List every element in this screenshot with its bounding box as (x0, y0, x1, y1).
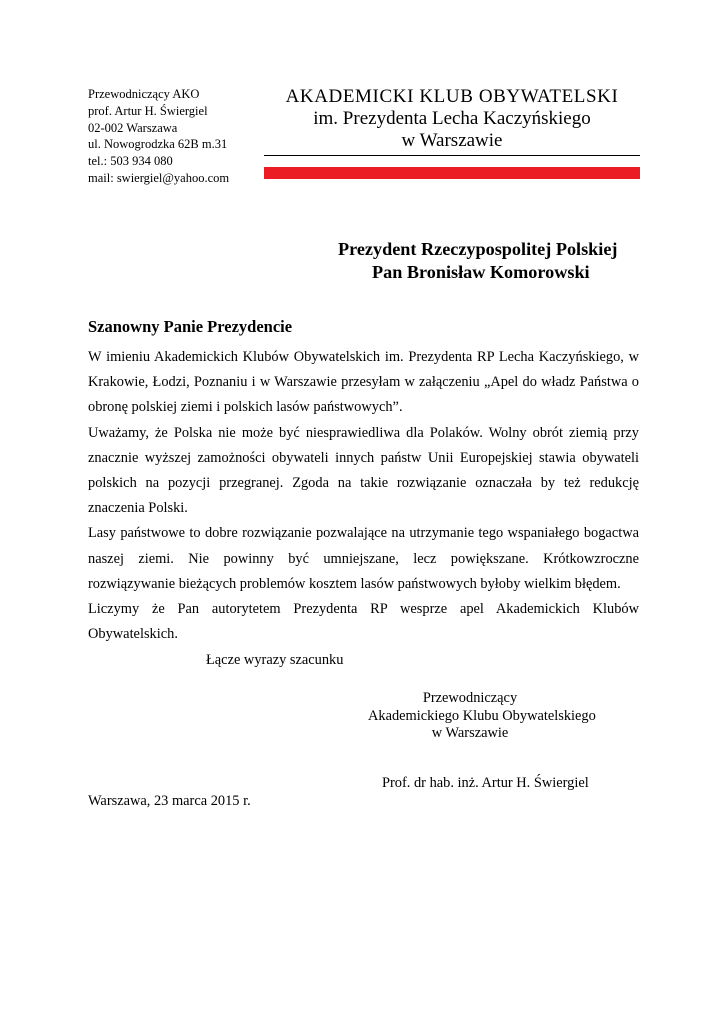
signature-block (368, 690, 596, 743)
sender-street: ul. Nowogrodzka 62B m.31 (88, 137, 228, 152)
signature-city: w Warszawie (431, 725, 509, 741)
sender-title: Przewodniczący AKO (88, 87, 200, 101)
letterhead-organization (264, 86, 640, 152)
letterhead-divider-line (264, 155, 640, 156)
body-paragraph: Lasy państwowe to dobre rozwiązanie pozwalające na utrzymanie tego wspaniałego bogactwa naszej ziemi. Nie powinny być umniejszane, lecz powiększane. Krótkowzroczne rozwiązywanie bieżących problemów kosztem lasów państwowych byłoby wielkim błędem. (88, 525, 639, 592)
recipient-title: Prezydent Rzeczypospolitej Polskiej (338, 239, 618, 259)
closing-phrase: Łącze wyrazy szacunku (206, 652, 344, 668)
letter-date: Warszawa, 23 marca 2015 r. (88, 793, 251, 809)
organization-name: AKADEMICKI KLUB OBYWATELSKI (285, 86, 619, 107)
organization-patron: im. Prezydenta Lecha Kaczyńskiego (313, 108, 591, 129)
recipient-name: Pan Bronisław Komorowski (372, 262, 590, 282)
letter-body (88, 345, 639, 647)
sender-address-block (88, 86, 229, 187)
salutation: Szanowny Panie Prezydencie (88, 317, 293, 336)
sender-email: mail: swiergiel@yahoo.com (88, 170, 230, 185)
body-paragraph: Liczymy że Pan autorytetem Prezydenta RP wesprze apel Akademickich Klubów Obywatelskich. (88, 601, 639, 643)
body-paragraph: Uważamy, że Polska nie może być niesprawiedliwa dla Polaków. Wolny obrót ziemią przy znacznie wyższej zamożności obywateli innych państw Unii Europejskiej stawia obywateli polskich na pozycji przegranej. Zgoda na takie rozwiązanie oznaczała by też redukcję znaczenia Polski. (88, 424, 639, 517)
sender-phone: tel.: 503 934 080 (88, 154, 173, 169)
letterhead-red-bar (264, 167, 640, 179)
signature-title: Przewodniczący (422, 690, 518, 706)
body-paragraph: W imieniu Akademickich Klubów Obywatelskich im. Prezydenta RP Lecha Kaczyńskiego, w Krakowie, Łodzi, Poznaniu i w Warszawie przesyłam w załączeniu „Apel do władz Państwa o obronę polskiej ziemi i polskich lasów państwowych”. (88, 349, 639, 416)
recipient-block (300, 238, 672, 284)
signatory-name: Prof. dr hab. inż. Artur H. Świergiel (382, 775, 589, 791)
organization-city: w Warszawie (401, 130, 503, 151)
sender-postal-city: 02-002 Warszawa (88, 120, 178, 135)
signature-organization: Akademickiego Klubu Obywatelskiego (368, 707, 596, 724)
sender-name: prof. Artur H. Świergiel (88, 103, 208, 118)
